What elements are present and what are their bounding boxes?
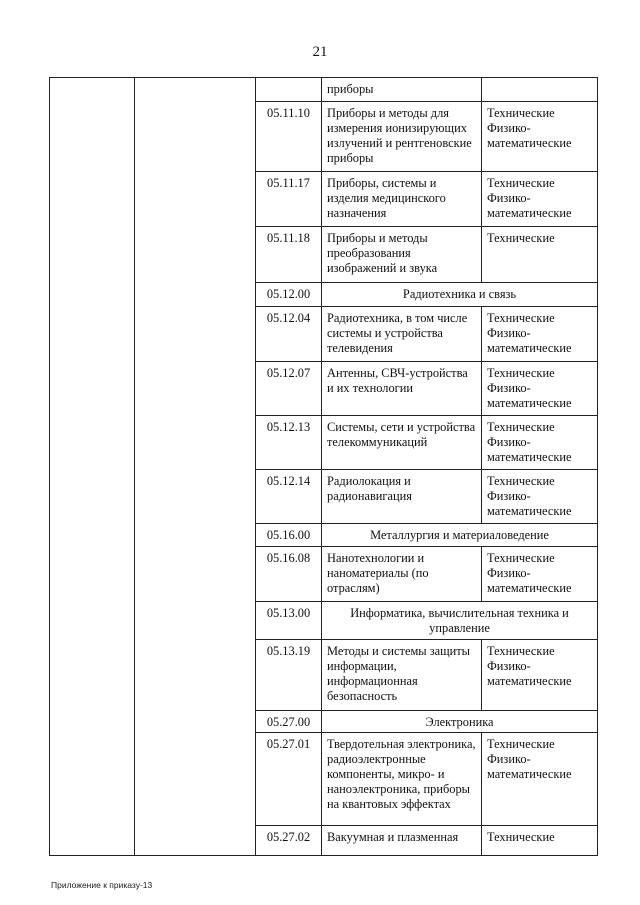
science-branch-cell [482, 102, 598, 172]
code-cell: 05.11.18 [256, 227, 322, 283]
science-branch-line: Физико- [487, 381, 531, 395]
specialty-name-cell: приборы [322, 78, 482, 102]
page-number: 21 [312, 44, 328, 60]
science-branch-line: математические [487, 450, 572, 464]
blank-column-2 [135, 78, 256, 856]
science-branch-line: математические [487, 341, 572, 355]
section-code-cell: 05.27.00 [256, 711, 322, 733]
specialty-name-cell: Антенны, СВЧ-устройства и их технологии [322, 362, 482, 416]
section-title-cell: Металлургия и материаловедение [322, 524, 598, 547]
specialty-table [49, 77, 598, 856]
science-branch-line: Физико- [487, 121, 531, 135]
science-branch-line: Технические [487, 551, 555, 565]
code-cell: 05.12.14 [256, 470, 322, 524]
section-code-cell: 05.12.00 [256, 283, 322, 307]
code-cell: 05.16.08 [256, 547, 322, 602]
science-branch-line: Физико- [487, 752, 531, 766]
science-branch-line: Технические [487, 231, 555, 245]
science-branch-cell [482, 78, 598, 102]
specialty-name-cell: Системы, сети и устройства телекоммуникаций [322, 416, 482, 470]
code-cell: 05.12.04 [256, 307, 322, 362]
science-branch-line: Технические [487, 106, 555, 120]
science-branch-line: Технические [487, 737, 555, 751]
science-branch-cell [482, 307, 598, 362]
science-branch-line: Технические [487, 366, 555, 380]
science-branch-cell [482, 172, 598, 227]
specialty-name-cell: Твердотельная электроника, радиоэлектронные компоненты, микро- и наноэлектроника, приборы на квантовых эффектах [322, 733, 482, 826]
science-branch-line: Физико- [487, 326, 531, 340]
section-code-cell: 05.16.00 [256, 524, 322, 547]
section-title-cell: Радиотехника и связь [322, 283, 598, 307]
science-branch-cell [482, 362, 598, 416]
section-title-cell: Информатика, вычислительная техника и управление [322, 602, 598, 640]
specialty-name-cell: Методы и системы защиты информации, информационная безопасность [322, 640, 482, 711]
science-branch-cell [482, 733, 598, 826]
science-branch-line: Технические [487, 176, 555, 190]
specialty-name-cell: Приборы и методы для измерения ионизирующих излучений и рентгеновские приборы [322, 102, 482, 172]
code-cell: 05.11.17 [256, 172, 322, 227]
code-cell: 05.12.07 [256, 362, 322, 416]
code-cell: 05.27.01 [256, 733, 322, 826]
code-cell: 05.11.10 [256, 102, 322, 172]
specialty-name-cell: Радиотехника, в том числе системы и устройства телевидения [322, 307, 482, 362]
table-row [50, 78, 598, 102]
specialty-table-body [50, 78, 598, 856]
specialty-name-cell: Приборы, системы и изделия медицинского назначения [322, 172, 482, 227]
science-branch-line: Технические [487, 311, 555, 325]
science-branch-line: математические [487, 581, 572, 595]
science-branch-line: математические [487, 206, 572, 220]
science-branch-line: математические [487, 674, 572, 688]
section-code-cell: 05.13.00 [256, 602, 322, 640]
science-branch-line: Физико- [487, 435, 531, 449]
specialty-name-cell: Приборы и методы преобразования изображений и звука [322, 227, 482, 283]
science-branch-line: Технические [487, 644, 555, 658]
science-branch-line: Технические [487, 474, 555, 488]
science-branch-line: математические [487, 136, 572, 150]
science-branch-line: Физико- [487, 489, 531, 503]
science-branch-line: Физико- [487, 659, 531, 673]
science-branch-cell [482, 826, 598, 856]
section-title-cell: Электроника [322, 711, 598, 733]
science-branch-line: Технические [487, 830, 555, 844]
specialty-name-cell: Радиолокация и радионавигация [322, 470, 482, 524]
footer-note: Приложение к приказу-13 [51, 880, 153, 890]
science-branch-line: математические [487, 504, 572, 518]
science-branch-line: Физико- [487, 566, 531, 580]
science-branch-cell [482, 227, 598, 283]
science-branch-line: математические [487, 396, 572, 410]
science-branch-cell [482, 640, 598, 711]
specialty-name-cell: Вакуумная и плазменная [322, 826, 482, 856]
science-branch-line: Технические [487, 420, 555, 434]
science-branch-cell [482, 547, 598, 602]
science-branch-cell [482, 416, 598, 470]
code-cell: 05.13.19 [256, 640, 322, 711]
science-branch-line: математические [487, 767, 572, 781]
science-branch-cell [482, 470, 598, 524]
code-cell: 05.12.13 [256, 416, 322, 470]
code-cell [256, 78, 322, 102]
code-cell: 05.27.02 [256, 826, 322, 856]
science-branch-line: Физико- [487, 191, 531, 205]
specialty-name-cell: Нанотехнологии и наноматериалы (по отраслям) [322, 547, 482, 602]
blank-column-1 [50, 78, 135, 856]
